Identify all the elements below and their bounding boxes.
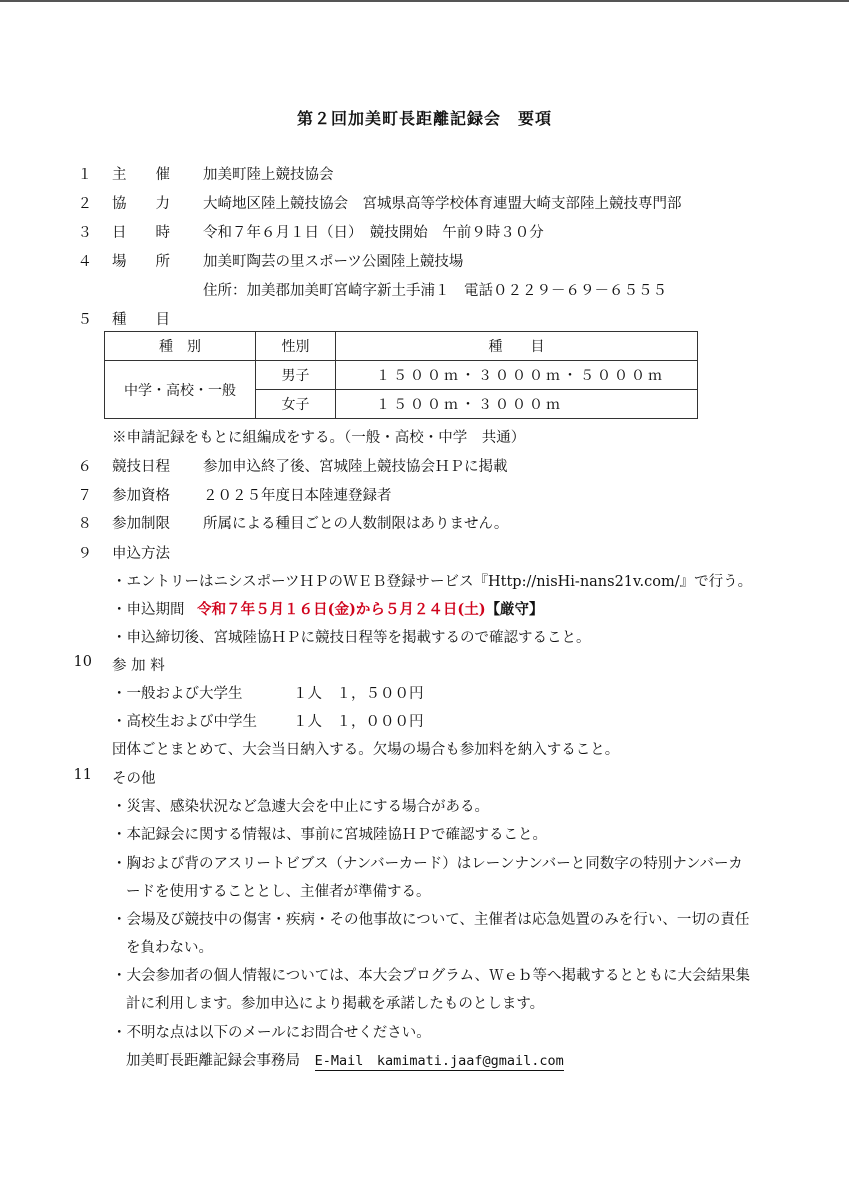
item-label: 申込方法 (112, 546, 170, 562)
period-label: ・申込期間 (112, 602, 185, 618)
fee-who: ・高校生および中学生 (112, 714, 257, 730)
venue-address: 住所：加美郡加美町宮崎字新土手浦１ 電話０２２９－６９－６５５５ (203, 283, 667, 299)
item-value: 令和７年６月１日（日） 競技開始 午前９時３０分 (203, 225, 544, 241)
sex-cell: 男子 (256, 361, 336, 390)
item-number: ５ (77, 312, 92, 328)
item-number: １ (77, 167, 92, 183)
top-border-line (0, 0, 849, 2)
period-strict: 【厳守】 (485, 601, 544, 618)
table-row (105, 361, 698, 390)
item-value: 大崎地区陸上競技協会 宮城県高等学校体育連盟大崎支部陸上競技専門部 (203, 196, 682, 212)
document-title: 第２回加美町長距離記録会 要項 (296, 109, 552, 128)
item-value: 加美町陶芸の里スポーツ公園陸上競技場 (203, 254, 464, 270)
item-label: 場 所 (112, 254, 170, 270)
item-number: ４ (77, 254, 92, 270)
header-sex: 性別 (256, 332, 336, 361)
contact-line (126, 1049, 564, 1070)
fee-amount: １人 １，５００円 (293, 686, 424, 702)
event-table (104, 331, 698, 419)
item-label: その他 (112, 771, 156, 787)
table-note: ※申請記録をもとに組編成をする。（一般・高校・中学 共通） (112, 430, 526, 446)
item-value: 参加申込終了後、宮城陸上競技協会ＨＰに掲載 (203, 459, 508, 475)
item-label: 種 目 (112, 312, 170, 328)
office-name: 加美町長距離記録会事務局 (126, 1053, 300, 1069)
item-label: 参 加 料 (112, 658, 165, 674)
other-line: を負わない。 (126, 940, 213, 956)
after-deadline-line: ・申込締切後、宮城陸協ＨＰに競技日程等を掲載するので確認すること。 (112, 630, 591, 646)
category-cell: 中学・高校・一般 (105, 361, 256, 419)
item-label: 参加資格 (112, 488, 170, 504)
item-number: ８ (77, 516, 92, 532)
table-header-row (105, 332, 698, 361)
other-line: ・本記録会に関する情報は、事前に宮城陸協ＨＰで確認すること。 (112, 827, 547, 843)
other-line: 計に利用します。参加申込により掲載を承諾したものとします。 (126, 996, 545, 1012)
fee-amount: １人 １，０００円 (293, 714, 424, 730)
other-line: ・大会参加者の個人情報については、本大会プログラム、Ｗｅｂ等へ掲載するとともに大会結果集 (112, 968, 750, 984)
item-value: 加美町陸上競技協会 (203, 167, 334, 183)
period-line (112, 598, 544, 619)
item-value: ２０２５年度日本陸連登録者 (203, 488, 392, 504)
fee-note: 団体ごとまとめて、大会当日納入する。欠場の場合も参加料を納入すること。 (112, 742, 620, 758)
sex-cell: 女子 (256, 390, 336, 419)
item-number: ６ (77, 459, 92, 475)
item-label: 日 時 (112, 225, 170, 241)
other-line: ・不明な点は以下のメールにお問合せください。 (112, 1025, 431, 1041)
item-number: 11 (73, 767, 92, 783)
fee-who: ・一般および大学生 (112, 686, 243, 702)
item-label: 競技日程 (112, 459, 170, 475)
item-number: ２ (77, 196, 92, 212)
item-label: 協 力 (112, 196, 170, 212)
item-label: 参加制限 (112, 516, 170, 532)
other-line: ・災害、感染状況など急遽大会を中止にする場合がある。 (112, 799, 489, 815)
item-number: ７ (77, 488, 92, 504)
email-link[interactable]: E-Mail kamimati.jaaf@gmail.com (314, 1053, 564, 1069)
events-cell: １５００ｍ・３０００ｍ・５０００ｍ (336, 361, 698, 390)
item-number: ３ (77, 225, 92, 241)
other-line: ードを使用することとし、主催者が準備する。 (126, 884, 431, 900)
item-value: 所属による種目ごとの人数制限はありません。 (203, 516, 509, 532)
item-number: 10 (73, 654, 92, 670)
item-number: ９ (77, 546, 92, 562)
other-line: ・胸および背のアスリートビブス（ナンバーカード）はレーンナンバーと同数字の特別ナンバーカ (112, 856, 743, 872)
entry-line: ・エントリーはニシスポーツＨＰのＷＥＢ登録サービス『Http://nisHi-nans21v.com/』で行う。 (112, 574, 753, 590)
period-value: 令和７年５月１６日(金)から５月２４日(土) (197, 601, 486, 618)
events-cell: １５００ｍ・３０００ｍ (336, 390, 698, 419)
header-category: 種 別 (105, 332, 256, 361)
other-line: ・会場及び競技中の傷害・疾病・その他事故について、主催者は応急処置のみを行い、一切の責任 (112, 912, 750, 928)
header-events: 種 目 (336, 332, 698, 361)
item-label: 主 催 (112, 167, 170, 183)
